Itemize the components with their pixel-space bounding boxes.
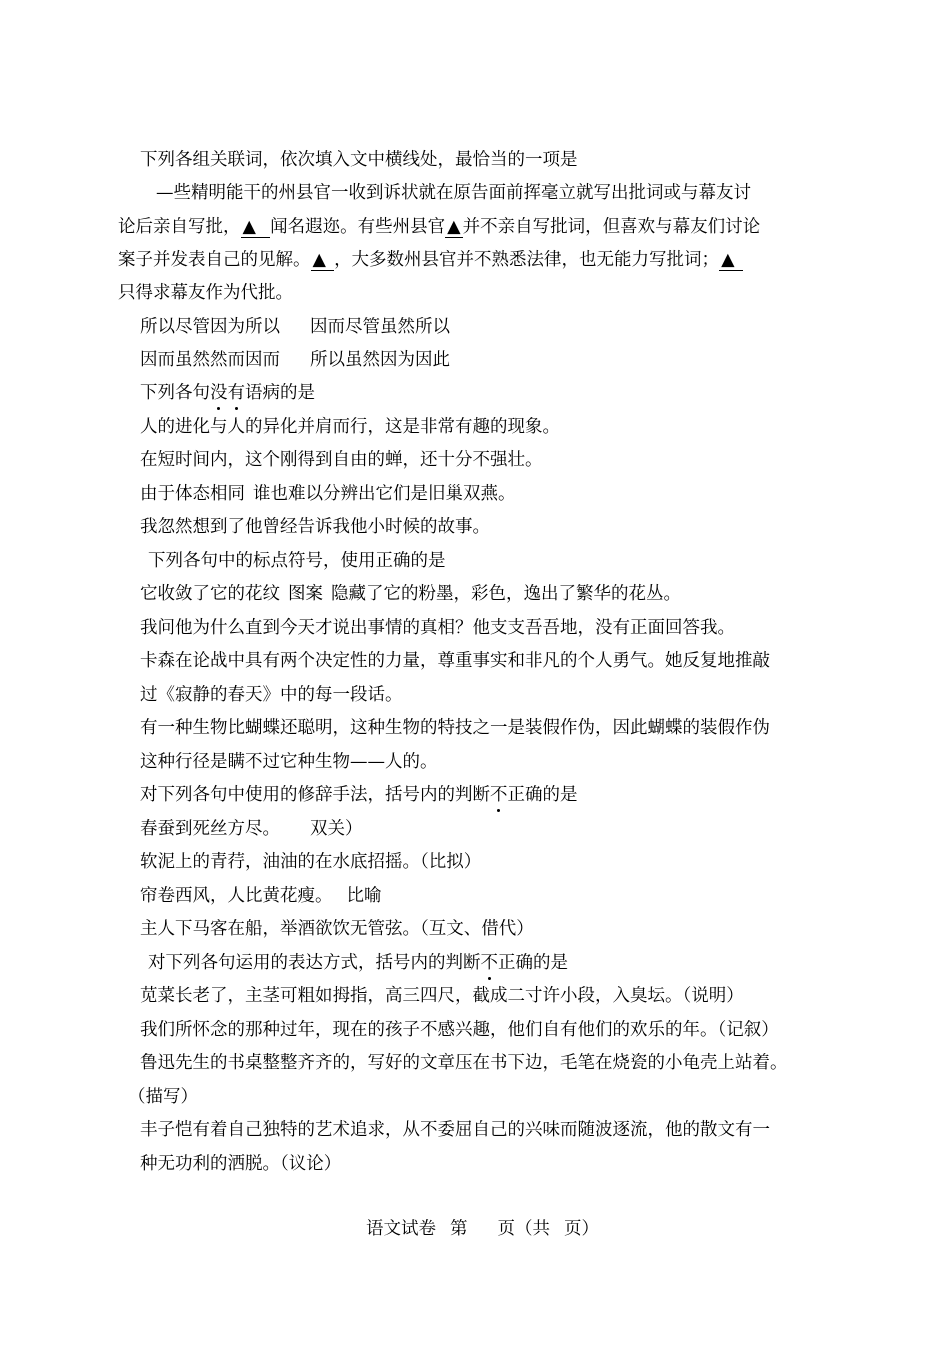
emphasis-char: 有 xyxy=(227,383,245,403)
passage-text: 闻名遐迩。有些州县官 xyxy=(270,217,446,237)
stem-text: 下列各句 xyxy=(140,383,210,403)
stem-text: 语病的是 xyxy=(245,383,315,403)
footer-text: 语文试卷 xyxy=(366,1219,436,1239)
stem-text: 正确的是 xyxy=(498,953,568,973)
question-expression-stem xyxy=(148,951,568,975)
emphasis-char: 没 xyxy=(210,383,228,403)
option-text: 种无功利的洒脱。（议论） xyxy=(140,1154,342,1174)
expression-option-c-line-1 xyxy=(140,1051,788,1075)
option-text: 苋菜长老了，主茎可粗如拇指，高三四尺，截成二寸许小段，入臭坛。（说明） xyxy=(140,986,744,1006)
option-text: 软泥上的青荇，油油的在水底招摇。（比拟） xyxy=(140,852,482,872)
emphasis-char: 不 xyxy=(480,953,498,973)
passage-text: —些精明能干的州县官一收到诉状就在原告面前挥毫立就写出批词或与幕友讨 xyxy=(156,183,751,203)
punctuation-option-c-line-1 xyxy=(140,649,770,673)
footer-text: 页（共 xyxy=(497,1219,550,1239)
option-text: 这种行径是瞒不过它种生物——人的。 xyxy=(140,752,438,772)
passage-text: 只得求幕友作为代批。 xyxy=(118,283,293,303)
option-text: 谁也难以分辨出它们是旧巢双燕。 xyxy=(253,484,516,504)
punctuation-option-b xyxy=(140,616,735,640)
option-text: 图案 xyxy=(288,584,323,604)
stem-text: 下列各组关联词，依次填入文中横线处，最恰当的一项是 xyxy=(140,150,578,170)
blank-3 xyxy=(311,250,335,271)
option-text: 在短时间内，这个刚得到自由的蝉，还十分不强壮。 xyxy=(140,450,543,470)
triangle-marker-icon: ▲ xyxy=(721,250,735,270)
blank-4 xyxy=(719,250,743,271)
blank-1 xyxy=(241,217,271,238)
grammar-option-c xyxy=(140,482,516,506)
option-d: 所以虽然因为因此 xyxy=(310,350,450,370)
option-text: 它收敛了它的花纹 xyxy=(140,584,280,604)
option-text: 人的进化与人的异化并肩而行，这是非常有趣的现象。 xyxy=(140,417,560,437)
rhetoric-option-b xyxy=(140,850,481,874)
grammar-option-b xyxy=(140,448,543,472)
passage-text: 论后亲自写批， xyxy=(118,217,241,237)
question-punctuation-stem xyxy=(148,549,446,573)
expression-option-d-line-1 xyxy=(140,1118,770,1142)
punctuation-option-d-line-2 xyxy=(140,750,438,774)
option-b: 因而尽管虽然所以 xyxy=(310,317,450,337)
passage-text: ，大多数州县官并不熟悉法律，也无能力写批词； xyxy=(334,250,720,270)
punctuation-option-c-line-2 xyxy=(140,683,403,707)
passage-text: 案子并发表自己的见解。 xyxy=(118,250,311,270)
option-text: （描写） xyxy=(128,1087,198,1107)
stem-text: 对下列各句中使用的修辞手法，括号内的判断 xyxy=(140,785,490,805)
option-text: 有一种生物比蝴蝶还聪明，这种生物的特技之一是装假作伪，因此蝴蝶的装假作伪 xyxy=(140,718,770,738)
option-text: 丰子恺有着自己独特的艺术追求，从不委屈自己的兴味而随波逐流，他的散文有一 xyxy=(140,1120,770,1140)
option-text: 隐藏了它的粉墨，彩色，逸出了繁华的花丛。 xyxy=(331,584,681,604)
question-conjunction-stem xyxy=(140,148,578,172)
option-text: 主人下马客在船，举酒欲饮无管弦。（互文、借代） xyxy=(140,919,534,939)
options-row-2 xyxy=(140,348,450,372)
passage-line-2 xyxy=(118,215,760,239)
expression-option-b xyxy=(140,1018,779,1042)
grammar-option-a xyxy=(140,415,560,439)
option-text: 我问他为什么直到今天才说出事情的真相？他支支吾吾地，没有正面回答我。 xyxy=(140,618,735,638)
triangle-marker-icon: ▲ xyxy=(312,250,326,270)
option-text: 由于体态相同 xyxy=(140,484,245,504)
options-row-1 xyxy=(140,315,450,339)
passage-line-4 xyxy=(118,281,293,305)
grammar-option-d xyxy=(140,515,490,539)
rhetoric-option-d xyxy=(140,917,534,941)
punctuation-option-d-line-1 xyxy=(140,716,770,740)
expression-option-a xyxy=(140,984,744,1008)
blank-2 xyxy=(445,217,462,238)
option-c: 因而虽然然而因而 xyxy=(140,350,280,370)
passage-line-1 xyxy=(156,181,751,205)
expression-option-d-line-2 xyxy=(140,1152,341,1176)
triangle-marker-icon: ▲ xyxy=(242,217,256,237)
option-text: 我忽然想到了他曾经告诉我他小时候的故事。 xyxy=(140,517,490,537)
footer-text: 页） xyxy=(564,1219,599,1239)
passage-text: 并不亲自写批词，但喜欢与幕友们讨论 xyxy=(462,217,761,237)
rhetoric-option-c xyxy=(140,884,382,908)
option-a: 所以尽管因为所以 xyxy=(140,317,280,337)
option-text: 鲁迅先生的书桌整整齐齐的，写好的文章压在书下边，毛笔在烧瓷的小龟壳上站着。 xyxy=(140,1053,788,1073)
stem-text: 下列各句中的标点符号，使用正确的是 xyxy=(148,551,446,571)
question-grammar-stem xyxy=(140,381,315,405)
option-text: 帘卷西风，人比黄花瘦。 xyxy=(140,886,333,906)
page-footer xyxy=(366,1217,599,1241)
expression-option-c-line-2 xyxy=(128,1085,198,1109)
option-text: 春蚕到死丝方尽。 xyxy=(140,819,280,839)
option-text: 比喻 xyxy=(346,886,382,906)
option-text: 过《寂静的春天》中的每一段话。 xyxy=(140,685,403,705)
triangle-marker-icon: ▲ xyxy=(447,217,461,237)
option-text: 双关） xyxy=(310,819,363,839)
stem-text: 对下列各句运用的表达方式，括号内的判断 xyxy=(148,953,481,973)
question-rhetoric-stem xyxy=(140,783,578,807)
emphasis-char: 不 xyxy=(490,785,508,805)
rhetoric-option-a xyxy=(140,817,363,841)
option-text: 我们所怀念的那种过年，现在的孩子不感兴趣，他们自有他们的欢乐的年。（记叙） xyxy=(140,1020,779,1040)
stem-text: 正确的是 xyxy=(507,785,578,805)
option-text: 卡森在论战中具有两个决定性的力量，尊重事实和非凡的个人勇气。她反复地推敲 xyxy=(140,651,770,671)
passage-line-3 xyxy=(118,248,743,272)
footer-text: 第 xyxy=(450,1219,468,1239)
punctuation-option-a xyxy=(140,582,681,606)
